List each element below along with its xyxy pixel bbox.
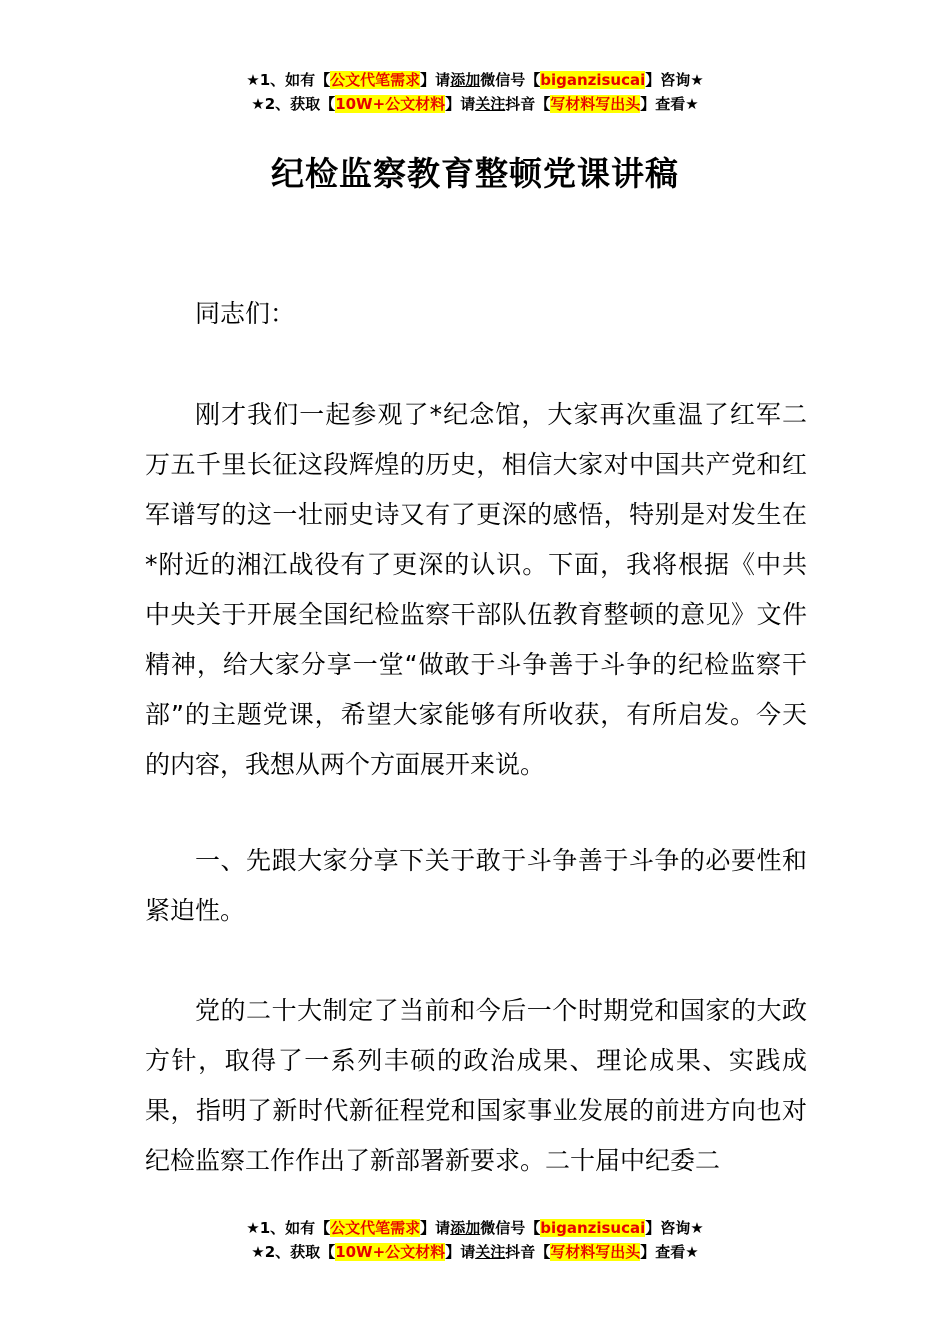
promo-underline: 添加 [450, 1219, 481, 1237]
promo-highlight: 公文代笔需求 [330, 1219, 421, 1237]
promo-banner-bottom [0, 1216, 950, 1264]
promo-wechat-id: biganzisucai [540, 71, 646, 89]
promo-line-1: ★1、如有【公文代笔需求】请添加微信号【biganzisucai】咨询★ [246, 71, 704, 89]
promo-douyin-id: 写材料写出头 [550, 95, 641, 113]
section-heading-1 [145, 836, 807, 936]
paragraph-text: 党的二十大制定了当前和今后一个时期党和国家的大政方针，取得了一系列丰硕的政治成果、理论成果、实践成果，指明了新时代新征程党和国家事业发展的前进方向也对纪检监察工作作出了新部署新要求。二十届中纪委二 [145, 996, 807, 1175]
promo-underline: 关注 [475, 1243, 506, 1261]
promo-underline: 添加 [450, 71, 481, 89]
paragraph-1 [145, 390, 807, 790]
promo-wechat-id: biganzisucai [540, 1219, 646, 1237]
promo-highlight: 公文代笔需求 [330, 71, 421, 89]
paragraph-text: 刚才我们一起参观了*纪念馆，大家再次重温了红军二万五千里长征这段辉煌的历史，相信大家对中国共产党和红军谱写的这一壮丽史诗又有了更深的感悟，特别是对发生在*附近的湘江战役有了更深的认识。下面，我将根据《中共中央关于开展全国纪检监察干部队伍教育整顿的意见》文件精神，给大家分享一堂“做敢于斗争善于斗争的纪检监察干部”的主题党课，希望大家能够有所收获，有所启发。今天的内容，我想从两个方面展开来说。 [145, 400, 807, 779]
document-title: 纪检监察教育整顿党课讲稿 [271, 154, 679, 193]
promo-banner-top [0, 68, 950, 116]
promo-line-2: ★2、获取【10W+公文材料】请关注抖音【写材料写出头】查看★ [251, 1243, 699, 1261]
promo-line-2: ★2、获取【10W+公文材料】请关注抖音【写材料写出头】查看★ [251, 95, 699, 113]
greeting-text: 同志们： [195, 299, 296, 328]
paragraph-text: 一、先跟大家分享下关于敢于斗争善于斗争的必要性和紧迫性。 [145, 846, 807, 925]
promo-underline: 关注 [475, 95, 506, 113]
promo-highlight: 10W+公文材料 [335, 95, 446, 113]
paragraph-2 [145, 986, 807, 1186]
greeting [145, 289, 807, 339]
promo-highlight: 10W+公文材料 [335, 1243, 446, 1261]
promo-douyin-id: 写材料写出头 [550, 1243, 641, 1261]
promo-line-1: ★1、如有【公文代笔需求】请添加微信号【biganzisucai】咨询★ [246, 1219, 704, 1237]
